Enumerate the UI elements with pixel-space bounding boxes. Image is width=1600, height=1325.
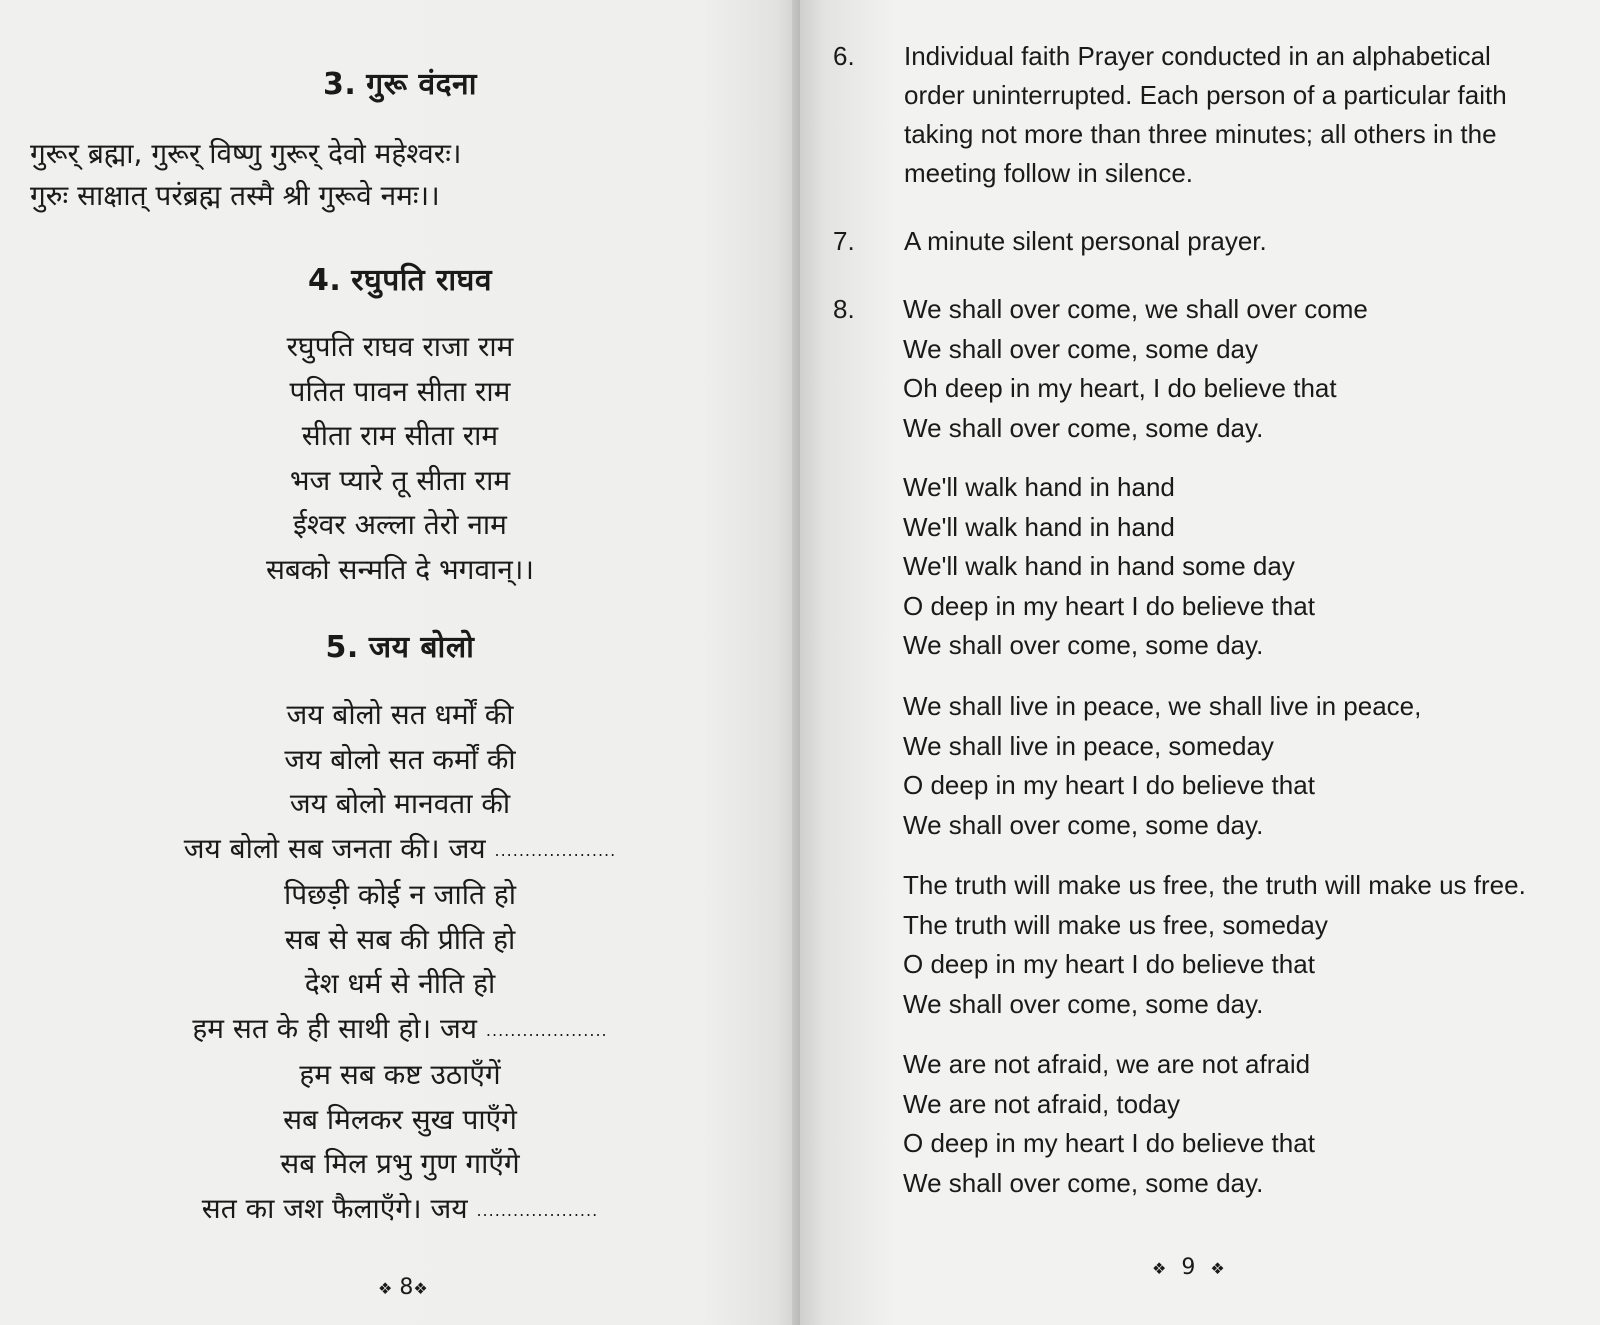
verse-line <box>0 1187 800 1234</box>
item-6-text <box>904 37 1584 193</box>
verse-line <box>0 1007 800 1054</box>
lyric-line: O deep in my heart I do believe that <box>903 770 1315 800</box>
text-line: taking not more than three minutes; all others in the <box>904 119 1497 149</box>
section-5-heading: जय बोलो <box>368 630 475 665</box>
verse-line: पतित पावन सीता राम <box>289 374 511 408</box>
item-6 <box>833 37 1573 197</box>
guru-vandana-verse <box>30 133 770 217</box>
lyric-line: We'll walk hand in hand some day <box>903 551 1295 581</box>
section-3-heading: गुरू वंदना <box>366 67 477 102</box>
section-3-title <box>0 62 800 103</box>
lyric-line: We shall over come, some day. <box>903 630 1264 660</box>
lyric-line: O deep in my heart I do believe that <box>903 590 1315 621</box>
verse-line: हम सब कष्ट उठाएँगें <box>299 1058 501 1091</box>
lyric-line: The truth will make us free, someday <box>903 909 1328 940</box>
lyric-line: We shall over come, some day <box>903 333 1258 364</box>
ornament-icon: ❖ <box>378 1279 393 1298</box>
raghupati-raghav-verse <box>0 325 800 592</box>
lyric-line: We shall live in peace, we shall live in peace, <box>903 691 1422 721</box>
section-5-title <box>0 625 800 666</box>
ornament-icon: ❖ <box>1152 1259 1167 1278</box>
lyric-line: We shall over come, some day. <box>903 1167 1264 1198</box>
verse-line <box>0 827 800 874</box>
left-folio <box>378 1275 428 1300</box>
verse-line: देश धर्म से नीति हो <box>304 967 496 1000</box>
song-stanza <box>903 866 1593 1024</box>
lyric-line: We are not afraid, we are not afraid <box>903 1049 1311 1079</box>
lyric-line: We shall over come, we shall over come <box>903 294 1368 324</box>
verse-line: रघुपति राघव राजा राम <box>286 330 514 363</box>
text-line: order uninterrupted. Each person of a particular faith <box>904 80 1507 110</box>
refrain-dots: .................... <box>476 1200 599 1220</box>
lyric-line: O deep in my heart I do believe that <box>903 1128 1315 1158</box>
song-stanza <box>903 1045 1593 1203</box>
item-7 <box>833 222 1573 262</box>
verse-line: जय बोलो सत कर्मों की <box>284 742 516 776</box>
verse-line: सब मिलकर सुख पाएँगे <box>283 1102 517 1136</box>
section-4-heading: रघुपति राघव <box>351 263 493 298</box>
text-line: meeting follow in silence. <box>904 158 1194 188</box>
verse-line: गुरुः साक्षात् परंब्रह्म तस्मै श्री गुरूवे नमः।। <box>30 179 440 212</box>
verse-line: जय बोलो सत धर्मों की <box>286 698 514 731</box>
ornament-icon: ❖ <box>1210 1259 1225 1278</box>
lyric-line: Oh deep in my heart, I do believe that <box>903 373 1337 403</box>
verse-line: सब से सब की प्रीति हो <box>284 922 516 956</box>
lyric-line: We'll walk hand in hand <box>903 472 1175 502</box>
lyric-line: The truth will make us free, the truth will make us free. <box>903 870 1526 900</box>
lyric-line: We shall over come, some day. <box>903 988 1264 1019</box>
verse-line-text: सत का जश फैलाएँगे। जय <box>201 1191 468 1225</box>
verse-line: भज प्यारे तू सीता राम <box>289 463 511 497</box>
lyric-line: We shall over come, some day. <box>903 412 1264 443</box>
ornament-icon: ❖ <box>413 1279 428 1298</box>
item-8-number: 8. <box>833 294 855 324</box>
lyric-line: O deep in my heart I do believe that <box>903 949 1315 979</box>
lyric-line: We shall over come, some day. <box>903 809 1264 840</box>
verse-line: सीता राम सीता राम <box>301 419 499 452</box>
item-6-number: 6. <box>833 41 855 71</box>
verse-line-text: जय बोलो सब जनता की। जय <box>183 831 486 865</box>
verse-line: सबको सन्मति दे भगवान्।। <box>265 552 535 586</box>
refrain-dots: .................... <box>485 1020 608 1040</box>
right-folio <box>1152 1255 1225 1280</box>
item-7-text: A minute silent personal prayer. <box>904 226 1267 256</box>
verse-line: गुरूर् ब्रह्मा, गुरूर् विष्णु गुरूर् देवो महेश्वरः। <box>30 137 462 170</box>
section-4-number: 4. <box>307 263 342 298</box>
page-number: 8 <box>399 1275 414 1300</box>
verse-line: पिछड़ी कोई न जाति हो <box>283 878 517 911</box>
verse-line: ईश्वर अल्ला तेरो नाम <box>293 508 507 541</box>
text-line: Individual faith Prayer conducted in an alphabetical <box>904 41 1491 71</box>
verse-line-text: हम सत के ही साथी हो। जय <box>192 1011 477 1045</box>
lyric-line: We are not afraid, today <box>903 1088 1181 1119</box>
page-number: 9 <box>1181 1255 1196 1280</box>
jai-bolo-verse <box>0 693 800 1233</box>
item-7-number: 7. <box>833 226 855 256</box>
song-stanza <box>903 687 1593 845</box>
refrain-dots: .................... <box>494 840 617 860</box>
verse-line: जय बोलो मानवता की <box>289 787 511 820</box>
section-4-title <box>0 258 800 299</box>
song-stanza <box>903 468 1593 666</box>
section-5-number: 5. <box>325 630 359 665</box>
section-3-number: 3. <box>323 67 357 102</box>
song-stanza <box>903 290 1593 448</box>
lyric-line: We shall live in peace, someday <box>903 730 1274 761</box>
lyric-line: We'll walk hand in hand <box>903 511 1175 542</box>
verse-line: सब मिल प्रभु गुण गाएँगे <box>280 1147 520 1180</box>
